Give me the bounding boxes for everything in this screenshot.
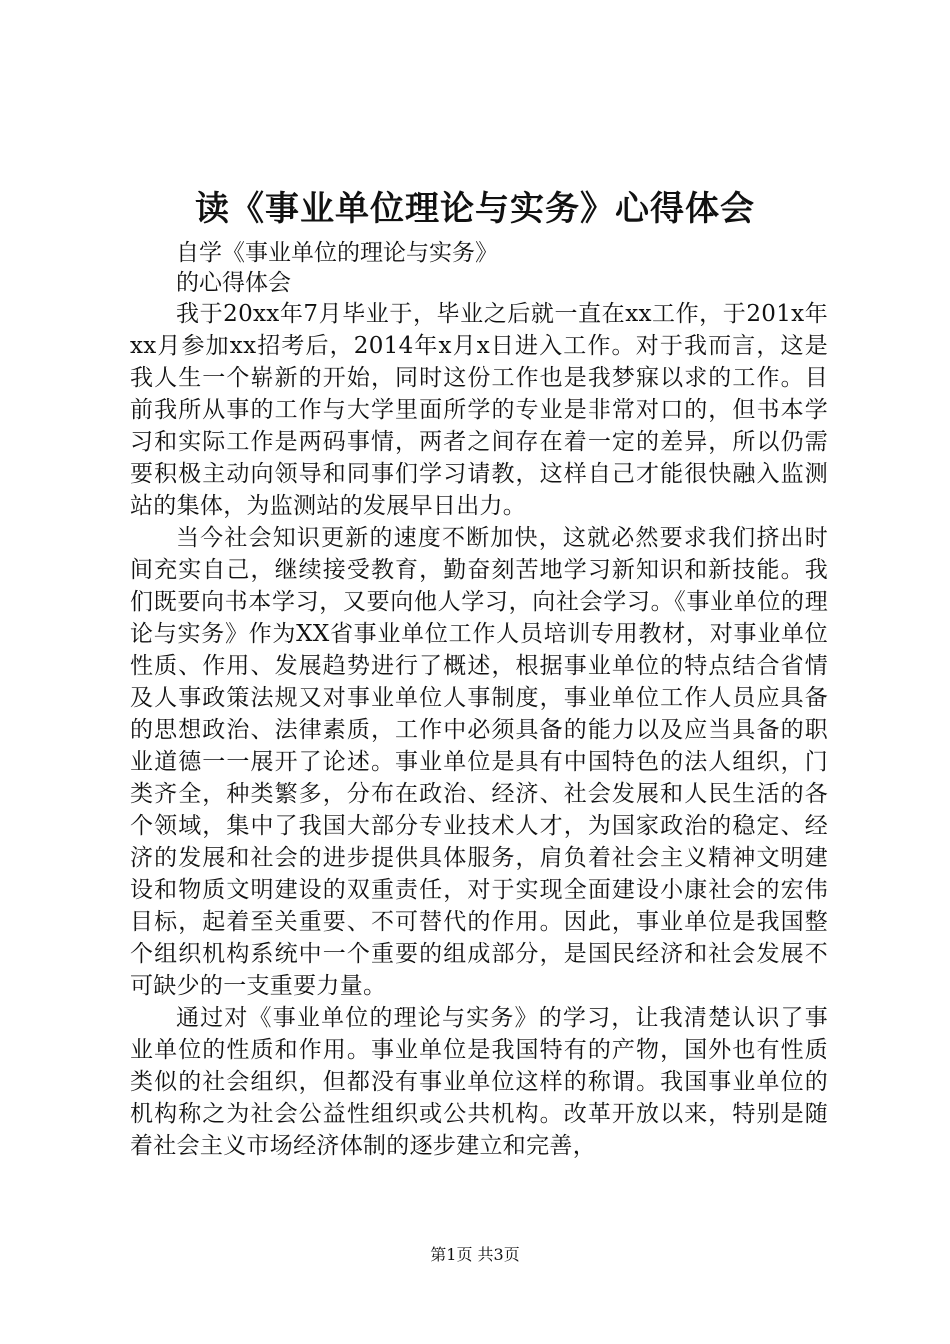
paragraph-3: 通过对《事业单位的理论与实务》的学习，让我清楚认识了事业单位的性质和作用。事业单位是我国特有的产物，国外也有性质类似的社会组织，但都没有事业单位这样的称谓。我国事业单位的机构称之为社会公益性组织或公共机构。改革开放以来，特别是随着社会主义市场经济体制的逐步建立和完善，: [130, 1005, 828, 1159]
subtitle-line-2: 的心得体会: [176, 270, 291, 296]
page-number-footer: 第1页 共3页: [430, 1245, 520, 1264]
document-title: 读《事业单位理论与实务》心得体会: [195, 189, 755, 229]
subtitle-line-1: 自学《事业单位的理论与实务》: [176, 240, 498, 266]
paragraph-2: 当今社会知识更新的速度不断加快，这就必然要求我们挤出时间充实自己，继续接受教育，勤奋刻苦地学习新知识和新技能。我们既要向书本学习，又要向他人学习，向社会学习。《事业单位的理论与实务》作为XX省事业单位工作人员培训专用教材，对事业单位性质、作用、发展趋势进行了概述，根据事业单位的特点结合省情及人事政策法规又对事业单位人事制度，事业单位工作人员应具备的思想政治、法律素质，工作中必须具备的能力以及应当具备的职业道德一一展开了论述。事业单位是具有中国特色的法人组织，门类齐全，种类繁多，分布在政治、经济、社会发展和人民生活的各个领域，集中了我国大部分专业技术人才，为国家政治的稳定、经济的发展和社会的进步提供具体服务，肩负着社会主义精神文明建设和物质文明建设的双重责任，对于实现全面建设小康社会的宏伟目标，起着至关重要、不可替代的作用。因此，事业单位是我国整个组织机构系统中一个重要的组成部分，是国民经济和社会发展不可缺少的一支重要力量。: [130, 525, 828, 999]
document-body: [130, 238, 828, 1162]
paragraph-1: 我于20xx年7月毕业于，毕业之后就一直在xx工作，于201x年xx月参加xx招考后，2014年x月x日进入工作。对于我而言，这是我人生一个崭新的开始，同时这份工作也是我梦寐以求的工作。目前我所从事的工作与大学里面所学的专业是非常对口的，但书本学习和实际工作是两码事情，两者之间存在着一定的差异，所以仍需要积极主动向领导和同事们学习请教，这样自己才能很快融入监测站的集体，为监测站的发展早日出力。: [130, 301, 828, 519]
